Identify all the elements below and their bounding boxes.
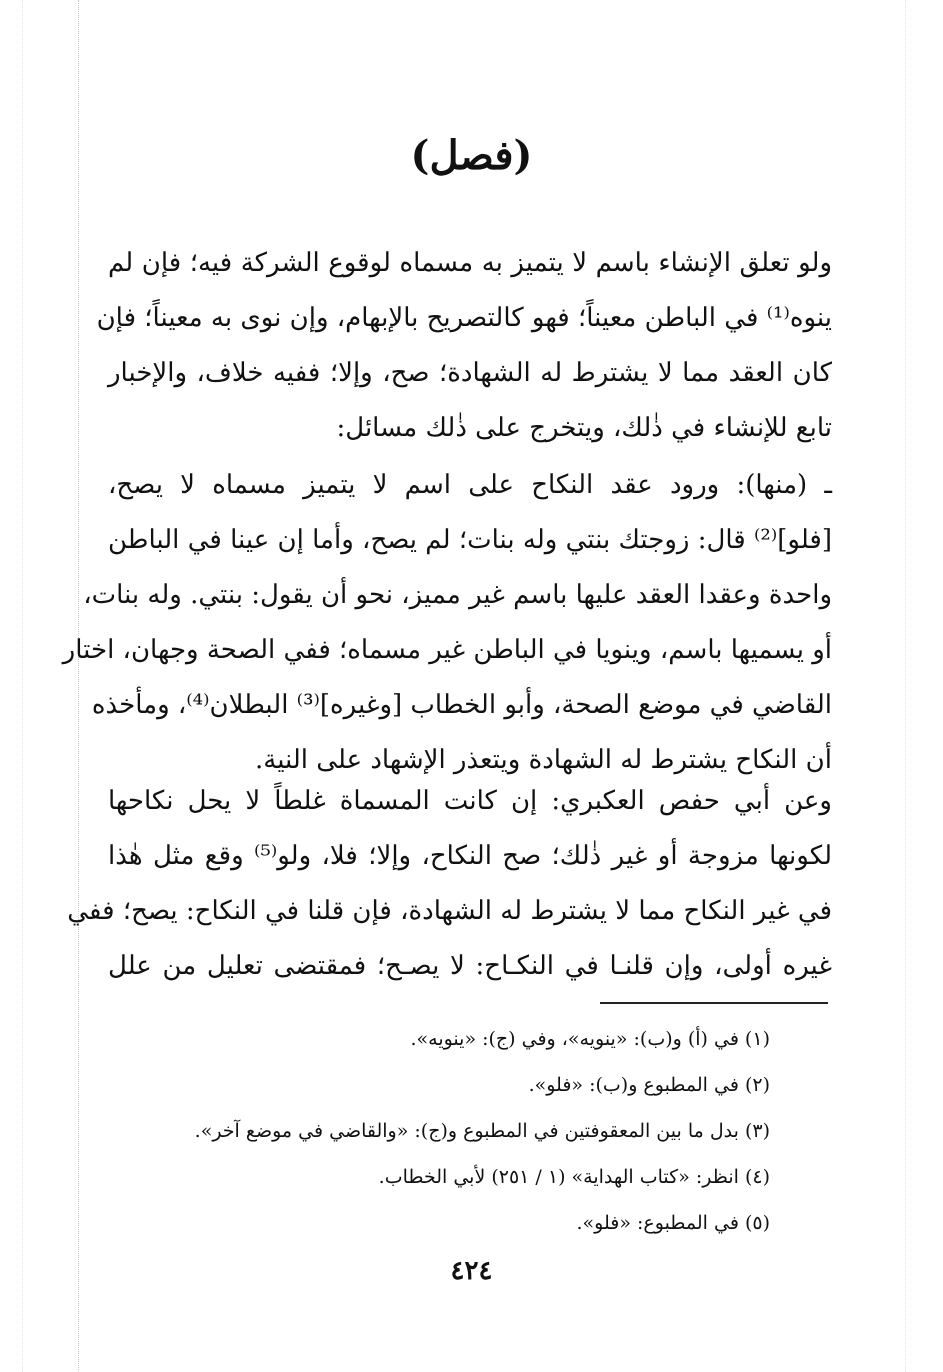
- section-title: (فصل): [410, 132, 533, 179]
- paragraph-1: [96, 236, 832, 456]
- margin-guide-left: [78, 0, 79, 1372]
- paragraph-3: [67, 774, 833, 994]
- text-line: في غير النكاح مما لا يشترط له الشهادة، فإن قلنا في النكاح: يصح؛ ففي: [67, 896, 832, 926]
- text-line: ـ (منها): ورود عقد النكاح على اسم لا يتميز مسماه لا يصح،: [108, 470, 832, 500]
- text-line: كان العقد مما لا يشترط له الشهادة؛ صح، وإلا؛ ففيه خلاف، والإخبار: [108, 358, 832, 388]
- text-line: القاضي في موضع الصحة، وأبو الخطاب [وغيره]⁽³⁾ البطلان⁽⁴⁾، ومأخذه: [91, 690, 832, 720]
- footnote-1: (١) في (أ) و(ب): «ينويه»، وفي (ج): «ينويه».: [410, 1028, 770, 1050]
- footnote-4: (٤) انظر: «كتاب الهداية» (١ / ٢٥١) لأبي الخطاب.: [378, 1166, 770, 1188]
- text-line: ينوه⁽¹⁾ في الباطن معيناً؛ فهو كالتصريح بالإبهام، وإن نوى به معيناً؛ فإن: [96, 303, 832, 333]
- text-line: أو يسميها باسم، وينويا في الباطن غير مسماه؛ ففي الصحة وجهان، اختار: [62, 635, 832, 665]
- text-line: تابع للإنشاء في ذٰلك، ويتخرج على ذٰلك مسائل:: [336, 413, 832, 443]
- footnote-2: (٢) في المطبوع و(ب): «فلو».: [528, 1074, 770, 1096]
- footnote-divider: [600, 1002, 828, 1004]
- text-line: لكونها مزوجة أو غير ذٰلك؛ صح النكاح، وإلا؛ فلا، ولو⁽⁵⁾ وقع مثل هٰذا: [108, 841, 833, 871]
- page-number: ٤٢٤: [450, 1256, 493, 1286]
- footnotes: [108, 1016, 770, 1246]
- footnote-3: (٣) بدل ما بين المعقوفتين في المطبوع و(ج): «والقاضي في موضع آخر».: [194, 1120, 770, 1142]
- text-line: ولو تعلق الإنشاء باسم لا يتميز به مسماه لوقوع الشركة فيه؛ فإن لم: [108, 248, 832, 278]
- text-line: أن النكاح يشترط له الشهادة ويتعذر الإشهاد على النية.: [254, 745, 832, 775]
- text-line: وعن أبي حفص العكبري: إن كانت المسماة غلطاً لا يحل نكاحها: [108, 786, 832, 816]
- text-line: واحدة وعقدا العقد عليها باسم غير مميز، نحو أن يقول: بنتي. وله بنات،: [83, 580, 832, 610]
- text-line: غيره أولى، وإن قلنـا في النكـاح: لا يصـح؛ فمقتضى تعليل من علل: [108, 951, 832, 981]
- margin-guide-left-outer: [22, 0, 23, 1372]
- text-line: [فلو]⁽²⁾ قال: زوجتك بنتي وله بنات؛ لم يصح، وأما إن عينا في الباطن: [108, 525, 832, 555]
- paragraph-2: [62, 458, 832, 788]
- footnote-5: (٥) في المطبوع: «فلو».: [576, 1212, 770, 1234]
- margin-guide-right: [905, 0, 906, 1372]
